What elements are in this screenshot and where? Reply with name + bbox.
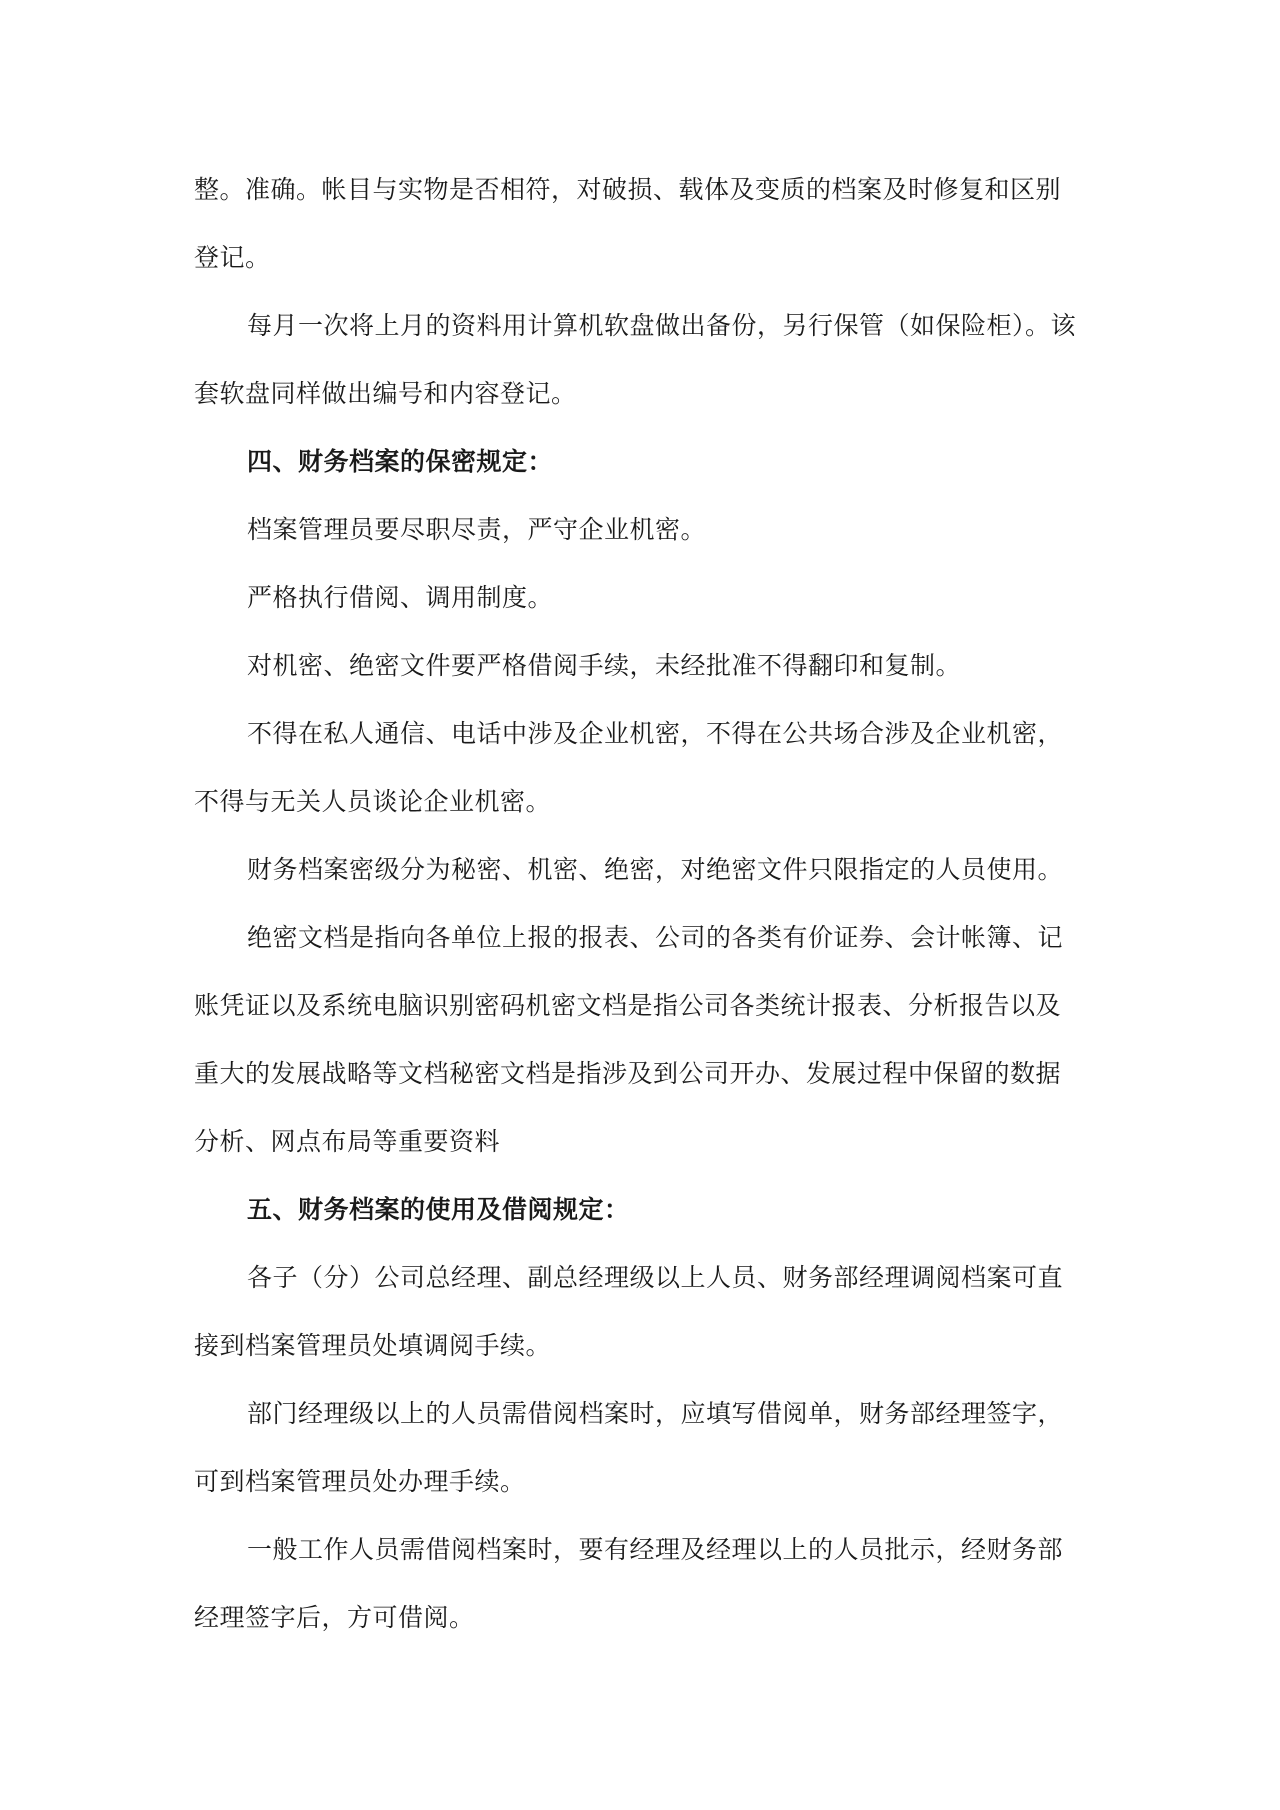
body-line: 不得与无关人员谈论企业机密。 bbox=[194, 787, 552, 816]
body-line: 严格执行借阅、调用制度。 bbox=[247, 583, 554, 612]
body-line: 重大的发展战略等文档秘密文档是指涉及到公司开办、发展过程中保留的数据 bbox=[194, 1059, 1062, 1088]
body-line: 绝密文档是指向各单位上报的报表、公司的各类有价证券、会计帐簿、记 bbox=[247, 923, 1064, 952]
body-line: 财务档案密级分为秘密、机密、绝密，对绝密文件只限指定的人员使用。 bbox=[247, 855, 1064, 884]
body-line: 档案管理员要尽职尽责，严守企业机密。 bbox=[247, 515, 707, 544]
section-heading: 四、财务档案的保密规定： bbox=[247, 447, 554, 476]
body-line: 可到档案管理员处办理手续。 bbox=[194, 1467, 526, 1496]
body-line: 整。准确。帐目与实物是否相符，对破损、载体及变质的档案及时修复和区别 bbox=[194, 175, 1062, 204]
body-line: 账凭证以及系统电脑识别密码机密文档是指公司各类统计报表、分析报告以及 bbox=[194, 991, 1062, 1020]
body-line: 各子（分）公司总经理、副总经理级以上人员、财务部经理调阅档案可直 bbox=[247, 1263, 1064, 1292]
body-line: 部门经理级以上的人员需借阅档案时，应填写借阅单，财务部经理签字， bbox=[247, 1399, 1064, 1428]
body-line: 每月一次将上月的资料用计算机软盘做出备份，另行保管（如保险柜）。该 bbox=[247, 311, 1077, 340]
body-line: 分析、网点布局等重要资料 bbox=[194, 1127, 501, 1156]
section-heading: 五、财务档案的使用及借阅规定： bbox=[247, 1195, 630, 1224]
body-line: 套软盘同样做出编号和内容登记。 bbox=[194, 379, 577, 408]
body-line: 登记。 bbox=[194, 243, 271, 272]
body-line: 不得在私人通信、电话中涉及企业机密，不得在公共场合涉及企业机密， bbox=[247, 719, 1064, 748]
body-line: 对机密、绝密文件要严格借阅手续，未经批准不得翻印和复制。 bbox=[247, 651, 962, 680]
body-line: 一般工作人员需借阅档案时，要有经理及经理以上的人员批示，经财务部 bbox=[247, 1535, 1064, 1564]
body-line: 接到档案管理员处填调阅手续。 bbox=[194, 1331, 552, 1360]
body-line: 经理签字后，方可借阅。 bbox=[194, 1603, 475, 1632]
